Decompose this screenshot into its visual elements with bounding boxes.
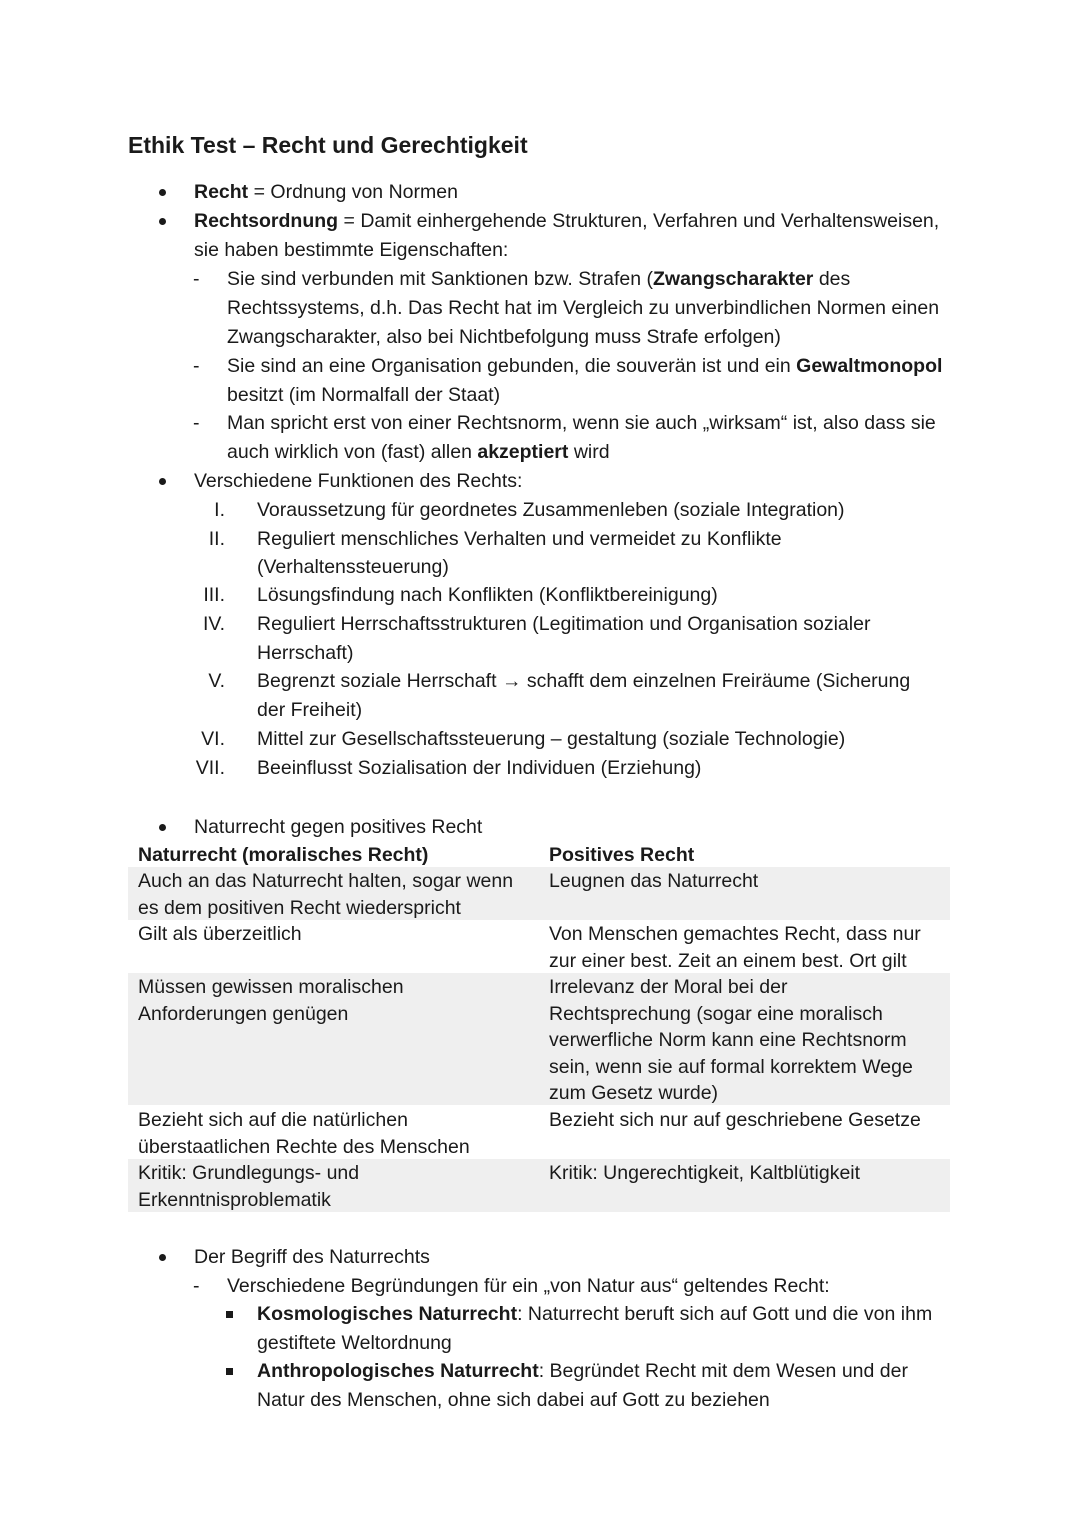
table-cell: Leugnen das Naturrecht: [549, 870, 759, 892]
naturrecht-art: Kosmologisches Naturrecht: Naturrecht beruft sich auf Gott und die von ihm: [257, 1303, 933, 1325]
roman-numeral: II.: [208, 528, 225, 550]
property-line: Sie sind an eine Organisation gebunden, die souverän ist und ein Gewaltmonopol: [227, 355, 943, 377]
naturrecht-art: Anthropologisches Naturrecht: Begründet Recht mit dem Wesen und der: [257, 1360, 908, 1382]
funktionen-heading: Verschiedene Funktionen des Rechts:: [194, 470, 523, 492]
table-cell: Irrelevanz der Moral bei der Rechtsprechung (sogar eine moralisch verwerfliche Norm kann eine Rechtsnorm sein, wenn sie auf formal korrektem Wege zum Gesetz wurde): [549, 976, 913, 1104]
funktion-line: Reguliert menschliches Verhalten und vermeidet zu Konflikte: [257, 528, 782, 550]
property-line: Zwangscharakter, also bei Nichtbefolgung muss Strafe erfolgen): [227, 326, 781, 348]
table-cell: Bezieht sich nur auf geschriebene Gesetze: [549, 1109, 921, 1131]
funktion-line: (Verhaltenssteuerung): [257, 556, 449, 578]
property-line: auch wirklich von (fast) allen akzeptiert wird: [227, 441, 610, 463]
naturrecht-art-cont: Natur des Menschen, ohne sich dabei auf Gott zu beziehen: [257, 1389, 770, 1411]
roman-numeral: VI.: [201, 728, 225, 750]
naturrecht-art-cont: gestiftete Weltordnung: [257, 1332, 452, 1354]
property-line: Man spricht erst von einer Rechtsnorm, wenn sie auch „wirksam“ ist, also dass sie: [227, 412, 936, 434]
dash-icon: -: [193, 412, 200, 434]
roman-numeral: I.: [214, 499, 225, 521]
funktion-line: Herrschaft): [257, 642, 354, 664]
table-cell: Auch an das Naturrecht halten, sogar wenn es dem positiven Recht wiederspricht: [138, 870, 514, 919]
page-title: Ethik Test – Recht und Gerechtigkeit: [128, 132, 528, 158]
bullet-icon: [159, 218, 166, 225]
table-cell: Kritik: Grundlegungs- und Erkenntnisproblematik: [138, 1162, 360, 1211]
funktion-line: Mittel zur Gesellschaftssteuerung – gestaltung (soziale Technologie): [257, 728, 846, 750]
table-cell: Kritik: Ungerechtigkeit, Kaltblütigkeit: [549, 1162, 861, 1184]
square-bullet-icon: [226, 1368, 233, 1375]
roman-numeral: III.: [203, 584, 225, 606]
bullet-icon: [159, 189, 166, 196]
table-cell: Gilt als überzeitlich: [138, 923, 302, 945]
roman-numeral: IV.: [202, 613, 225, 635]
property-line: besitzt (im Normalfall der Staat): [227, 384, 501, 406]
funktion-line: Lösungsfindung nach Konflikten (Konfliktbereinigung): [257, 584, 718, 606]
dash-icon: -: [193, 1275, 200, 1297]
table-header-positives-recht: Positives Recht: [549, 844, 695, 866]
bullet-icon: [159, 824, 166, 831]
begriff-heading: Der Begriff des Naturrechts: [194, 1246, 430, 1268]
vergleich-heading: Naturrecht gegen positives Recht: [194, 816, 483, 838]
table-cell: Von Menschen gemachtes Recht, dass nur zur einer best. Zeit an einem best. Ort gilt: [549, 923, 921, 972]
square-bullet-icon: [226, 1311, 233, 1318]
recht-definition: Recht = Ordnung von Normen: [194, 181, 458, 203]
table-header-naturrecht: Naturrecht (moralisches Recht): [138, 844, 429, 866]
rechtsordnung-definition: Rechtsordnung = Damit einhergehende Strukturen, Verfahren und Verhaltensweisen,: [194, 210, 940, 232]
funktion-line: Begrenzt soziale Herrschaft → schafft dem einzelnen Freiräume (Sicherung: [257, 670, 911, 692]
funktion-line: Beeinflusst Sozialisation der Individuen (Erziehung): [257, 757, 702, 779]
begruendungen-line: Verschiedene Begründungen für ein „von Natur aus“ geltendes Recht:: [227, 1275, 830, 1297]
rechtsordnung-definition-cont: sie haben bestimmte Eigenschaften:: [194, 239, 509, 261]
funktion-line: Voraussetzung für geordnetes Zusammenleben (soziale Integration): [257, 499, 845, 521]
funktion-line: der Freiheit): [257, 699, 363, 721]
bullet-icon: [159, 478, 166, 485]
property-line: Sie sind verbunden mit Sanktionen bzw. Strafen (Zwangscharakter des: [227, 268, 851, 290]
table-cell: Bezieht sich auf die natürlichen überstaatlichen Rechte des Menschen: [138, 1109, 470, 1158]
funktion-line: Reguliert Herrschaftsstrukturen (Legitimation und Organisation sozialer: [257, 613, 871, 635]
roman-numeral: VII.: [195, 757, 225, 779]
roman-numeral: V.: [208, 670, 225, 692]
dash-icon: -: [193, 355, 200, 377]
dash-icon: -: [193, 268, 200, 290]
property-line: Rechtssystems, d.h. Das Recht hat im Vergleich zu unverbindlichen Normen einen: [227, 297, 940, 319]
bullet-icon: [159, 1254, 166, 1261]
table-cell: Müssen gewissen moralischen Anforderungen genügen: [138, 976, 404, 1025]
